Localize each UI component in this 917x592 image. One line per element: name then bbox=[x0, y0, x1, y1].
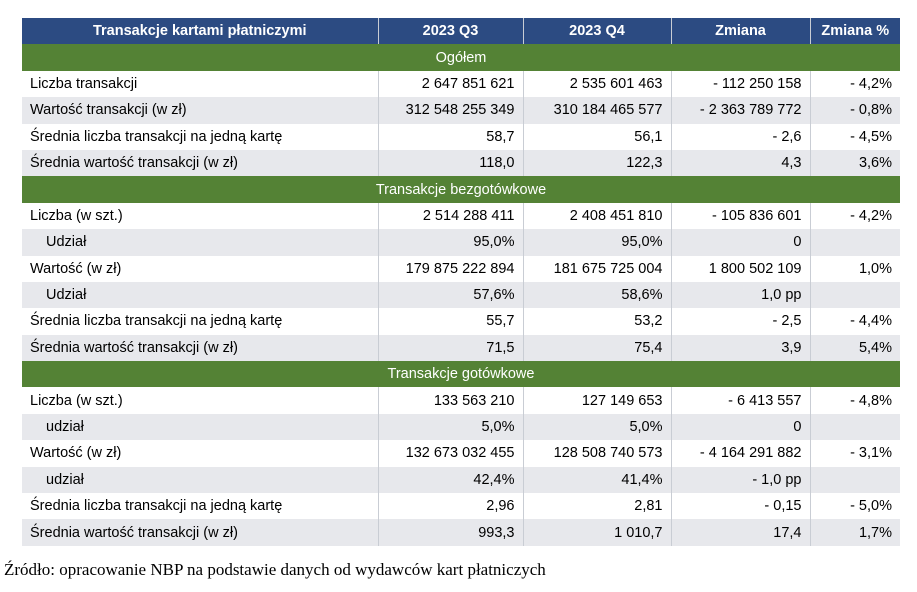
header-q4: 2023 Q4 bbox=[523, 18, 671, 44]
table-row bbox=[22, 229, 900, 255]
header-change: Zmiana bbox=[671, 18, 810, 44]
row-label: Liczba transakcji bbox=[22, 71, 378, 97]
cell-change: 17,4 bbox=[671, 519, 810, 545]
cell-change-pct: - 4,8% bbox=[810, 387, 900, 413]
header-change-pct: Zmiana % bbox=[810, 18, 900, 44]
table-row bbox=[22, 335, 900, 361]
section-header-row bbox=[22, 44, 900, 70]
cell-q3: 42,4% bbox=[378, 467, 523, 493]
table-row bbox=[22, 308, 900, 334]
row-label: Liczba (w szt.) bbox=[22, 203, 378, 229]
cell-q3: 132 673 032 455 bbox=[378, 440, 523, 466]
cell-change-pct: - 5,0% bbox=[810, 493, 900, 519]
table-row bbox=[22, 282, 900, 308]
cell-q4: 310 184 465 577 bbox=[523, 97, 671, 123]
header-category: Transakcje kartami płatniczymi bbox=[22, 18, 378, 44]
row-label: udział bbox=[22, 467, 378, 493]
card-transactions-table bbox=[22, 18, 900, 546]
cell-change: - 2,6 bbox=[671, 124, 810, 150]
cell-change-pct: - 4,5% bbox=[810, 124, 900, 150]
table-row bbox=[22, 150, 900, 176]
cell-change-pct: 5,4% bbox=[810, 335, 900, 361]
cell-change: - 4 164 291 882 bbox=[671, 440, 810, 466]
table-row bbox=[22, 519, 900, 545]
cell-q3: 95,0% bbox=[378, 229, 523, 255]
row-label: Średnia wartość transakcji (w zł) bbox=[22, 519, 378, 545]
table-row bbox=[22, 387, 900, 413]
cell-change: 4,3 bbox=[671, 150, 810, 176]
table-row bbox=[22, 71, 900, 97]
cell-q4: 2 408 451 810 bbox=[523, 203, 671, 229]
cell-change: - 6 413 557 bbox=[671, 387, 810, 413]
table-body bbox=[22, 44, 900, 545]
cell-change-pct: - 4,2% bbox=[810, 71, 900, 97]
cell-q3: 57,6% bbox=[378, 282, 523, 308]
cell-q4: 41,4% bbox=[523, 467, 671, 493]
cell-q3: 2,96 bbox=[378, 493, 523, 519]
row-label: Liczba (w szt.) bbox=[22, 387, 378, 413]
cell-q3: 312 548 255 349 bbox=[378, 97, 523, 123]
cell-q3: 2 647 851 621 bbox=[378, 71, 523, 97]
section-title: Ogółem bbox=[22, 44, 900, 70]
table-row bbox=[22, 493, 900, 519]
row-label: Wartość (w zł) bbox=[22, 256, 378, 282]
cell-change-pct bbox=[810, 414, 900, 440]
table-row bbox=[22, 440, 900, 466]
cell-q4: 2,81 bbox=[523, 493, 671, 519]
table-row bbox=[22, 256, 900, 282]
row-label: Średnia liczba transakcji na jedną kartę bbox=[22, 308, 378, 334]
row-label: Wartość (w zł) bbox=[22, 440, 378, 466]
row-label: Średnia wartość transakcji (w zł) bbox=[22, 150, 378, 176]
cell-change: - 0,15 bbox=[671, 493, 810, 519]
row-label: Średnia liczba transakcji na jedną kartę bbox=[22, 124, 378, 150]
cell-change: 0 bbox=[671, 414, 810, 440]
cell-q4: 5,0% bbox=[523, 414, 671, 440]
cell-change: - 112 250 158 bbox=[671, 71, 810, 97]
row-label: udział bbox=[22, 414, 378, 440]
table-row bbox=[22, 124, 900, 150]
row-label: Wartość transakcji (w zł) bbox=[22, 97, 378, 123]
cell-q4: 1 010,7 bbox=[523, 519, 671, 545]
header-q3: 2023 Q3 bbox=[378, 18, 523, 44]
cell-change: - 2 363 789 772 bbox=[671, 97, 810, 123]
cell-q3: 5,0% bbox=[378, 414, 523, 440]
cell-q3: 118,0 bbox=[378, 150, 523, 176]
cell-change: 3,9 bbox=[671, 335, 810, 361]
cell-change: - 2,5 bbox=[671, 308, 810, 334]
cell-q4: 127 149 653 bbox=[523, 387, 671, 413]
cell-q3: 55,7 bbox=[378, 308, 523, 334]
cell-q4: 122,3 bbox=[523, 150, 671, 176]
cell-q4: 53,2 bbox=[523, 308, 671, 334]
table-row bbox=[22, 97, 900, 123]
cell-q3: 993,3 bbox=[378, 519, 523, 545]
cell-change: 1 800 502 109 bbox=[671, 256, 810, 282]
cell-q4: 2 535 601 463 bbox=[523, 71, 671, 97]
cell-change-pct bbox=[810, 229, 900, 255]
cell-change-pct: - 4,2% bbox=[810, 203, 900, 229]
cell-change: 0 bbox=[671, 229, 810, 255]
section-header-row bbox=[22, 361, 900, 387]
cell-q4: 75,4 bbox=[523, 335, 671, 361]
row-label: Udział bbox=[22, 229, 378, 255]
cell-change-pct bbox=[810, 467, 900, 493]
header-row bbox=[22, 18, 900, 44]
table-row bbox=[22, 203, 900, 229]
cell-change-pct: - 3,1% bbox=[810, 440, 900, 466]
cell-q3: 58,7 bbox=[378, 124, 523, 150]
cell-change-pct: 3,6% bbox=[810, 150, 900, 176]
cell-q3: 71,5 bbox=[378, 335, 523, 361]
row-label: Udział bbox=[22, 282, 378, 308]
cell-q4: 181 675 725 004 bbox=[523, 256, 671, 282]
cell-q4: 95,0% bbox=[523, 229, 671, 255]
cell-change: - 105 836 601 bbox=[671, 203, 810, 229]
clipped-caption-strip bbox=[0, 0, 917, 12]
cell-change: - 1,0 pp bbox=[671, 467, 810, 493]
cell-q4: 128 508 740 573 bbox=[523, 440, 671, 466]
row-label: Średnia liczba transakcji na jedną kartę bbox=[22, 493, 378, 519]
row-label: Średnia wartość transakcji (w zł) bbox=[22, 335, 378, 361]
section-title: Transakcje bezgotówkowe bbox=[22, 176, 900, 202]
source-note: Źródło: opracowanie NBP na podstawie danych od wydawców kart płatniczych bbox=[4, 560, 546, 579]
section-title: Transakcje gotówkowe bbox=[22, 361, 900, 387]
cell-q3: 179 875 222 894 bbox=[378, 256, 523, 282]
section-header-row bbox=[22, 176, 900, 202]
cell-change-pct: 1,7% bbox=[810, 519, 900, 545]
table-row bbox=[22, 467, 900, 493]
cell-change-pct: - 4,4% bbox=[810, 308, 900, 334]
cell-q4: 58,6% bbox=[523, 282, 671, 308]
cell-change-pct: - 0,8% bbox=[810, 97, 900, 123]
cell-q3: 133 563 210 bbox=[378, 387, 523, 413]
cell-change: 1,0 pp bbox=[671, 282, 810, 308]
cell-q3: 2 514 288 411 bbox=[378, 203, 523, 229]
table-row bbox=[22, 414, 900, 440]
cell-change-pct: 1,0% bbox=[810, 256, 900, 282]
cell-q4: 56,1 bbox=[523, 124, 671, 150]
cell-change-pct bbox=[810, 282, 900, 308]
